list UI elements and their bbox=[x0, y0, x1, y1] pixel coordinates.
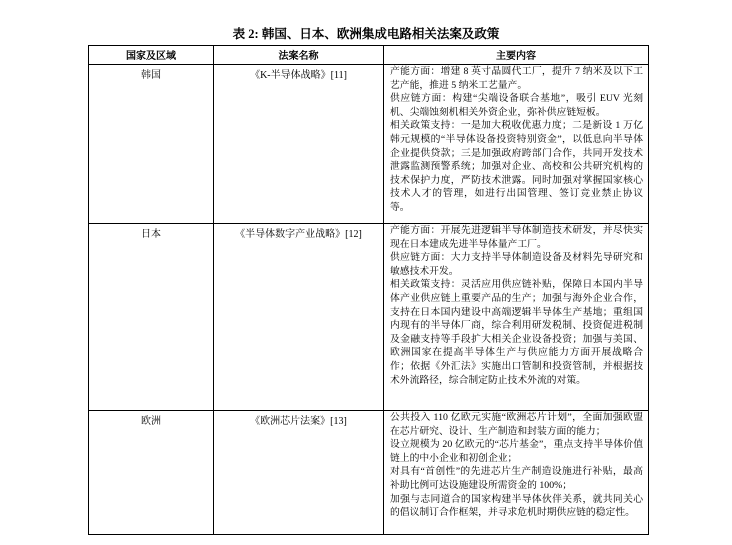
law-cell: 《半导体数字产业战略》[12] bbox=[214, 224, 384, 411]
region-cell: 日本 bbox=[89, 224, 214, 411]
content-paragraph: 相关政策支持：一是加大税收优惠力度；二是新设 1 万亿韩元规模的“半导体设备投资特别资金”，以低息向半导体企业提供贷款；三是加强政府跨部门合作，共同开发技术泄露监测预警系统；加强对企业、高校和公共研究机构的技术保护力度，严防技术泄露。同时加强对掌握国家核心技术人才的管理，如进行出国管理、签订竞业禁止协议等。 bbox=[390, 120, 643, 213]
col-header-law: 法案名称 bbox=[214, 46, 384, 65]
region-cell: 欧洲 bbox=[89, 411, 214, 535]
content-paragraph: 供应链方面：构建“尖端设备联合基地”，吸引 EUV 光刻机、尖端蚀刻机相关外资企业，弥补供应链短板。 bbox=[390, 93, 643, 118]
content-paragraph: 供应链方面：大力支持半导体制造设备及材料先导研究和敏感技术开发。 bbox=[390, 252, 643, 277]
header-row bbox=[89, 46, 649, 65]
region-cell: 韩国 bbox=[89, 65, 214, 224]
content-cell bbox=[384, 411, 649, 535]
col-header-region: 国家及区域 bbox=[89, 46, 214, 65]
content-paragraph: 加强与志同道合的国家构建半导体伙伴关系，就共同关心的倡议制订合作框架，并寻求危机时期供应链的稳定性。 bbox=[390, 493, 643, 519]
policy-table bbox=[88, 45, 649, 535]
content-paragraph: 产能方面：开展先进逻辑半导体制造技术研发，并尽快实现在日本建成先进半导体量产工厂。 bbox=[390, 225, 643, 250]
content-cell bbox=[384, 224, 649, 411]
content-paragraph: 相关政策支持：灵活应用供应链补贴，保障日本国内半导体产业供应链上重要产品的生产；加强与海外企业合作，支持在日本国内建设中高端逻辑半导体生产基地；重组国内现有的半导体厂商，综合利用研发税制、投资促进税制及金融支持等手段扩大相关企业设备投资；加强与美国、欧洲国家在提高半导体生产与供应能力方面开展战略合作；依据《外汇法》实施出口管制和投资管制，并根据技术外流路径，综合制定防止技术外流的对策。 bbox=[390, 279, 643, 386]
law-cell: 《欧洲芯片法案》[13] bbox=[214, 411, 384, 535]
table-row-korea bbox=[89, 65, 649, 224]
table-title: 表 2: 韩国、日本、欧洲集成电路相关法案及政策 bbox=[232, 27, 500, 41]
table-row-europe bbox=[89, 411, 649, 535]
table-row-japan bbox=[89, 224, 649, 411]
content-paragraph: 公共投入 110 亿欧元实施“欧洲芯片计划”，全面加强欧盟在芯片研究、设计、生产制造和封装方面的能力； bbox=[390, 412, 643, 437]
content-paragraph: 产能方面：增建 8 英寸晶圆代工厂，提升 7 纳米及以下工艺产能，推进 5 纳米工艺量产。 bbox=[390, 66, 643, 91]
content-paragraph: 对具有“首创性”的先进芯片生产制造设施进行补贴，最高补助比例可达设施建设所需资金的 100%； bbox=[390, 466, 643, 491]
law-cell: 《K-半导体战略》[11] bbox=[214, 65, 384, 224]
content-cell bbox=[384, 65, 649, 224]
col-header-content: 主要内容 bbox=[384, 46, 649, 65]
content-paragraph: 设立规模为 20 亿欧元的“芯片基金”，重点支持半导体价值链上的中小企业和初创企业； bbox=[390, 439, 643, 464]
